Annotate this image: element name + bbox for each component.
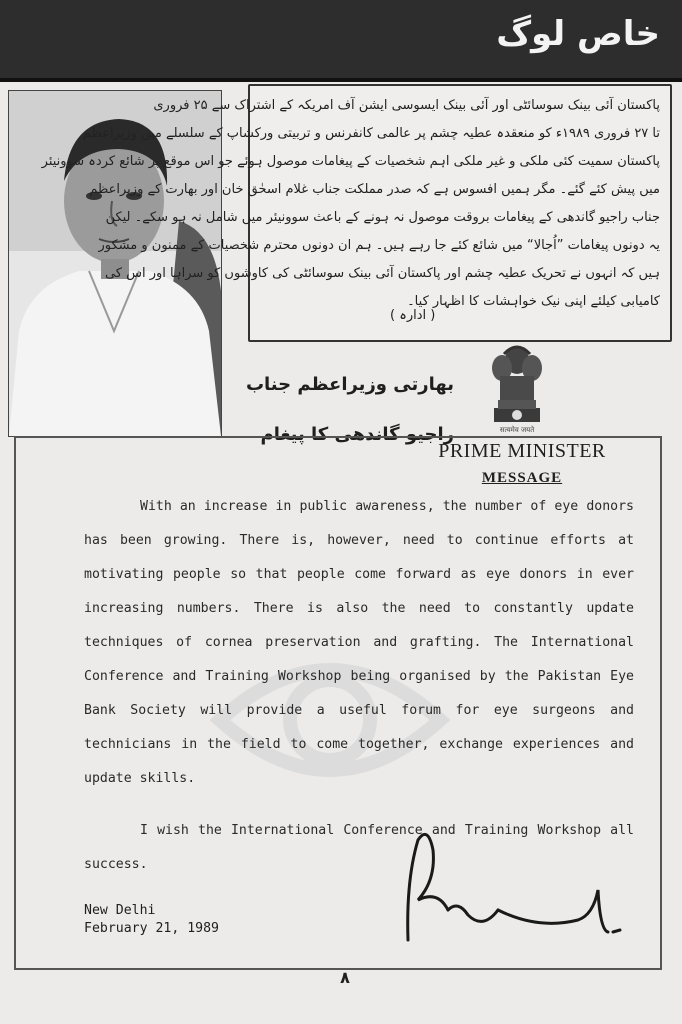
message-heading <box>432 470 612 487</box>
note-line: پاکستان سمیت کئی ملکی و غیر ملکی اہم شخصیات کے پیغامات موصول ہوئے جو اس موقع پر شائع کردہ سوونیئر <box>41 154 660 169</box>
note-line: پاکستان آئی بینک سوسائٹی اور آئی بینک ایسوسی ایشن آف امریکہ کے اشتراک سے ۲۵ فروری <box>153 98 660 113</box>
urdu-heading-line2: راجیو گاندھی کا پیغام <box>260 424 454 445</box>
note-line: یہ دونوں پیغامات ”اُجالا“ میں شائع کئے جا رہے ہیں۔ ہم ان دونوں محترم شخصیات کے ممنون و مشکور <box>98 238 660 253</box>
handwritten-signature <box>388 820 638 950</box>
message-paragraph-1: With an increase in public awareness, the number of eye donors has been growing. There is, however, need to continue efforts at motivating people so that people come forward as eye donors in ever increasing numbers. There is also the need to constantly update techniques of cornea preservation and grafting. The International Conference and Training Workshop being organised by the Pakistan Eye Bank Society will provide a useful forum for eye surgeons and technicians in the field to come together, exchange experiences and update skills. <box>84 499 634 786</box>
message-heading-text: MESSAGE <box>481 470 563 486</box>
letter-place: New Delhi <box>84 903 156 918</box>
editorial-signature: ( ادارہ ) <box>390 308 436 323</box>
urdu-heading-line1: بھارتی وزیراعظم جناب <box>245 374 454 395</box>
header-band <box>0 0 682 82</box>
note-line: جناب راجیو گاندھی کے پیغامات بروقت موصول نہ ہونے کے باعث سوونیئر میں شامل نہ ہو سکے۔ لیکن <box>105 210 660 225</box>
office-title: PRIME MINISTER <box>438 440 606 462</box>
page-number: ۸ <box>340 968 350 987</box>
national-emblem-icon <box>486 338 548 430</box>
note-line: ہیں کہ انہوں نے تحریک عطیہ چشم اور پاکستان آئی بینک سوسائٹی کی کاوشوں کو سراہا اور اس کی <box>104 266 660 281</box>
note-line: کامیابی کیلئے اپنی نیک خواہشات کا اظہار کیا۔ <box>407 294 660 309</box>
message-paragraph-2: I wish the International Conference and Training Workshop all success. <box>84 823 634 872</box>
emblem-motto: सत्यमेव जयते <box>499 426 535 434</box>
letter-date: February 21, 1989 <box>84 921 219 936</box>
note-line: میں پیش کئے گئے۔ مگر ہمیں افسوس ہے کہ صدر مملکت جناب غلام اسحٰق خان اور بھارت کے وزیراعظم <box>89 182 660 197</box>
editorial-note-text <box>41 92 660 316</box>
editorial-note-box <box>41 84 672 342</box>
note-line: تا ۲۷ فروری ۱۹۸۹ء کو منعقدہ عطیہ چشم پر عالمی کانفرنس و تربیتی ورکشاپ کے سلسلے میں وزیراعظم <box>82 126 660 141</box>
place-date <box>84 902 219 938</box>
section-title: خاص لوگ <box>496 14 660 54</box>
